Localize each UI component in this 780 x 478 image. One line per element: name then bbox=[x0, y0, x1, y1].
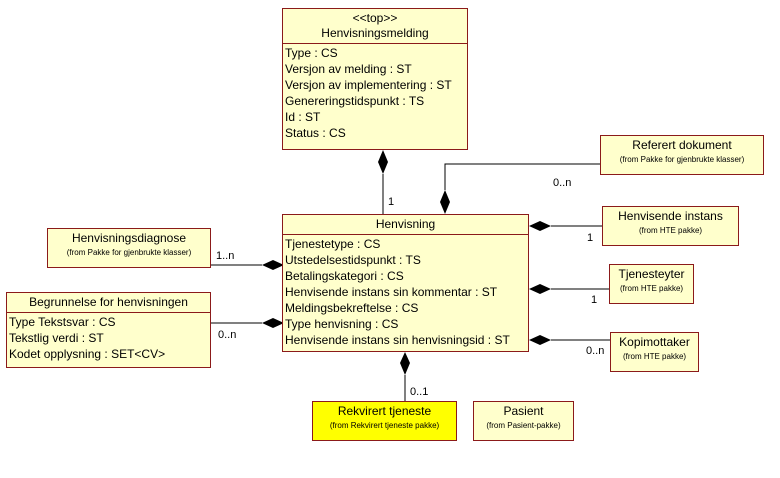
class-henvisende-instans[interactable] bbox=[602, 206, 739, 246]
class-name: Referert dokument bbox=[632, 138, 732, 152]
stereotype-label: <<top>> bbox=[352, 11, 398, 25]
class-rekvirert-tjeneste[interactable] bbox=[312, 401, 457, 441]
package-label: (from HTE pakke) bbox=[622, 352, 687, 361]
attribute: Versjon av melding : ST bbox=[285, 62, 412, 76]
class-header bbox=[283, 9, 467, 43]
class-name: Henvisning bbox=[375, 217, 436, 231]
diamond-begrunnelse bbox=[262, 318, 284, 328]
class-header bbox=[474, 402, 573, 433]
attribute: Henvisende instans sin kommentar : ST bbox=[285, 285, 498, 299]
class-header bbox=[603, 207, 738, 238]
attribute: Utstedelsestidspunkt : TS bbox=[285, 253, 421, 267]
attribute: Type henvisning : CS bbox=[285, 317, 399, 331]
attribute: Kodet opplysning : SET<CV> bbox=[9, 347, 166, 361]
class-header bbox=[283, 215, 528, 234]
diamond-tjenesteyter bbox=[529, 284, 551, 294]
class-header bbox=[610, 265, 693, 296]
attribute-list bbox=[283, 43, 467, 143]
class-tjenesteyter[interactable] bbox=[609, 264, 694, 304]
multiplicity-rekvirert-tjeneste: 0..1 bbox=[410, 386, 429, 398]
class-henvisningsdiagnose[interactable] bbox=[47, 228, 211, 268]
package-label: (from Pakke for gjenbrukte klasser) bbox=[619, 155, 745, 164]
class-name: Rekvirert tjeneste bbox=[337, 404, 432, 418]
multiplicity-henvisende-instans: 1 bbox=[587, 232, 594, 244]
attribute: Id : ST bbox=[285, 110, 321, 124]
diamond-referert bbox=[440, 190, 450, 214]
multiplicity-melding-henvisning: 1 bbox=[388, 196, 395, 208]
diamond-melding bbox=[378, 150, 388, 174]
class-header bbox=[7, 293, 210, 312]
attribute: Genereringstidspunkt : TS bbox=[285, 94, 425, 108]
attribute: Type : CS bbox=[285, 46, 338, 60]
attribute: Versjon av implementering : ST bbox=[285, 78, 452, 92]
assoc-referert-dokument bbox=[445, 164, 600, 190]
diamond-kopimottaker bbox=[529, 335, 551, 345]
class-referert-dokument[interactable] bbox=[600, 135, 764, 175]
class-name: Pasient bbox=[503, 404, 544, 418]
class-name: Henvisende instans bbox=[618, 209, 723, 223]
attribute: Type Tekstsvar : CS bbox=[9, 315, 116, 329]
attribute: Betalingskategori : CS bbox=[285, 269, 404, 283]
attribute: Henvisende instans sin henvisningsid : ST bbox=[285, 333, 510, 347]
class-header bbox=[611, 333, 698, 364]
package-label: (from Rekvirert tjeneste pakke) bbox=[329, 421, 440, 430]
class-name: Tjenesteyter bbox=[618, 267, 685, 281]
package-label: (from HTE pakke) bbox=[619, 284, 684, 293]
class-header bbox=[313, 402, 456, 433]
multiplicity-kopimottaker: 0..n bbox=[586, 345, 605, 357]
attribute: Meldingsbekreftelse : CS bbox=[285, 301, 419, 315]
multiplicity-tjenesteyter: 1 bbox=[591, 294, 598, 306]
class-name: Begrunnelse for henvisningen bbox=[29, 295, 188, 309]
class-name: Henvisningsmelding bbox=[321, 26, 429, 40]
class-header bbox=[48, 229, 210, 260]
attribute-list bbox=[283, 234, 528, 350]
package-label: (from HTE pakke) bbox=[638, 226, 703, 235]
attribute-list bbox=[7, 312, 210, 364]
class-name: Henvisningsdiagnose bbox=[71, 231, 187, 245]
diamond-henvisende bbox=[529, 221, 551, 231]
class-kopimottaker[interactable] bbox=[610, 332, 699, 372]
multiplicity-begrunnelse: 0..n bbox=[218, 329, 237, 341]
class-begrunnelse[interactable] bbox=[6, 292, 211, 368]
multiplicity-referert-dokument: 0..n bbox=[553, 177, 572, 189]
class-henvisningsmelding[interactable] bbox=[282, 8, 468, 150]
diamond-diagnose bbox=[262, 260, 284, 270]
attribute: Tekstlig verdi : ST bbox=[9, 331, 104, 345]
attribute: Status : CS bbox=[285, 126, 346, 140]
class-name: Kopimottaker bbox=[619, 335, 690, 349]
package-label: (from Pasient-pakke) bbox=[486, 421, 561, 430]
class-pasient[interactable] bbox=[473, 401, 574, 441]
multiplicity-henvisningsdiagnose: 1..n bbox=[216, 250, 235, 262]
attribute: Tjenestetype : CS bbox=[285, 237, 381, 251]
class-header bbox=[601, 136, 763, 167]
class-henvisning[interactable] bbox=[282, 214, 529, 352]
diamond-rekvirert bbox=[400, 352, 410, 375]
package-label: (from Pakke for gjenbrukte klasser) bbox=[66, 248, 192, 257]
